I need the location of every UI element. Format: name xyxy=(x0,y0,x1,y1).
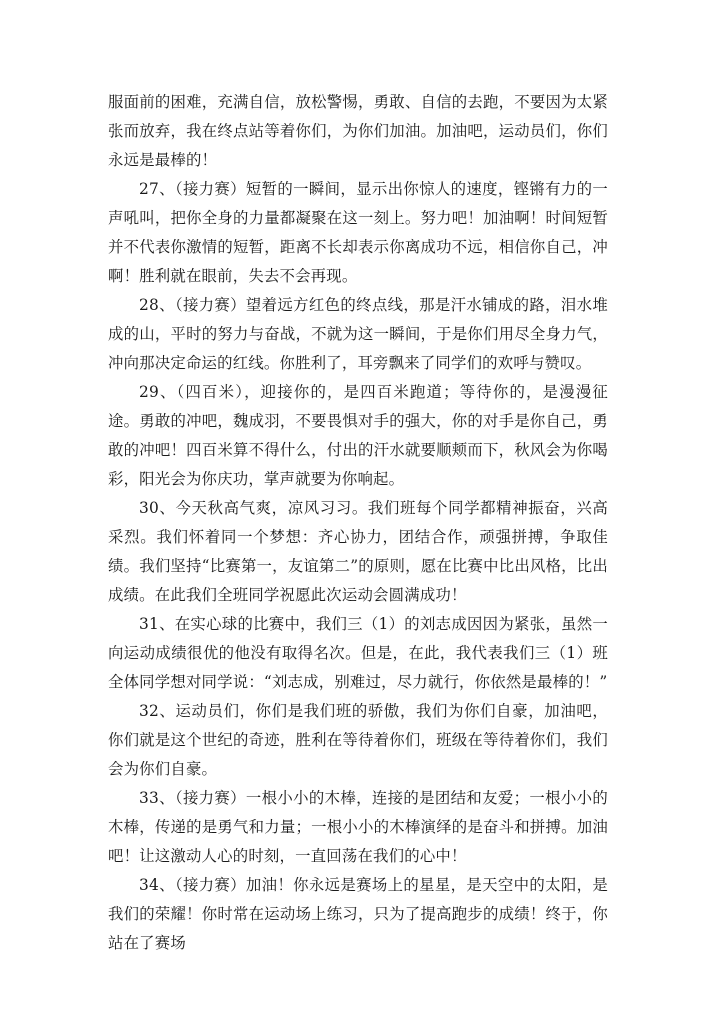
paragraph-33: 33、（接力赛）一根小小的木棒，连接的是团结和友爱；一根小小的木棒，传递的是勇气和力量；一根小小的木棒演绎的是奋斗和拼搏。加油吧！让这激动人心的时刻，一直回荡在我们的心中！ xyxy=(108,789,608,865)
paragraph-continuation: 服面前的困难，充满自信，放松警惕，勇敢、自信的去跑，不要因为太紧张而放弃，我在终点站等着你们，为你们加油。加油吧，运动员们，你们永远是最棒的！ xyxy=(108,93,608,169)
paragraph-27: 27、（接力赛）短暂的一瞬间，显示出你惊人的速度，铿锵有力的一声吼叫，把你全身的力量都凝聚在这一刻上。努力吧！加油啊！时间短暂并不代表你激情的短暂，距离不长却表示你离成功不远，相信你自己，冲啊！胜利就在眼前，失去不会再现。 xyxy=(108,180,608,285)
paragraph-29: 29、（四百米），迎接你的，是四百米跑道；等待你的，是漫漫征途。勇敢的冲吧，魏成羽，不要畏惧对手的强大，你的对手是你自己，勇敢的冲吧！四百米算不得什么，付出的汗水就要顺颊而下，秋风会为你喝彩，阳光会为你庆功，掌声就要为你响起。 xyxy=(108,383,608,488)
paragraph-34: 34、（接力赛）加油！你永远是赛场上的星星，是天空中的太阳，是我们的荣耀！你时常在运动场上练习，只为了提高跑步的成绩！终于，你站在了赛场 xyxy=(108,876,608,952)
document-body xyxy=(108,88,608,958)
paragraph-31: 31、在实心球的比赛中，我们三（1）的刘志成因因为紧张，虽然一向运动成绩很优的他没有取得名次。但是，在此，我代表我们三（1）班全体同学想对同学说：“刘志成，别难过，尽力就行，你依然是最棒的！” xyxy=(108,615,608,691)
paragraph-28: 28、（接力赛）望着远方红色的终点线，那是汗水铺成的路，泪水堆成的山，平时的努力与奋战，不就为这一瞬间，于是你们用尽全身力气，冲向那决定命运的红线。你胜利了，耳旁飘来了同学们的欢呼与赞叹。 xyxy=(108,296,608,372)
paragraph-30: 30、今天秋高气爽，凉风习习。我们班每个同学都精神振奋，兴高采烈。我们怀着同一个梦想：齐心协力，团结合作，顽强拼搏，争取佳绩。我们坚持“比赛第一，友谊第二”的原则，愿在比赛中比出风格，比出成绩。在此我们全班同学祝愿此次运动会圆满成功！ xyxy=(108,499,608,604)
paragraph-32: 32、运动员们，你们是我们班的骄傲，我们为你们自豪，加油吧，你们就是这个世纪的奇迹，胜利在等待着你们，班级在等待着你们，我们会为你们自豪。 xyxy=(108,702,608,778)
